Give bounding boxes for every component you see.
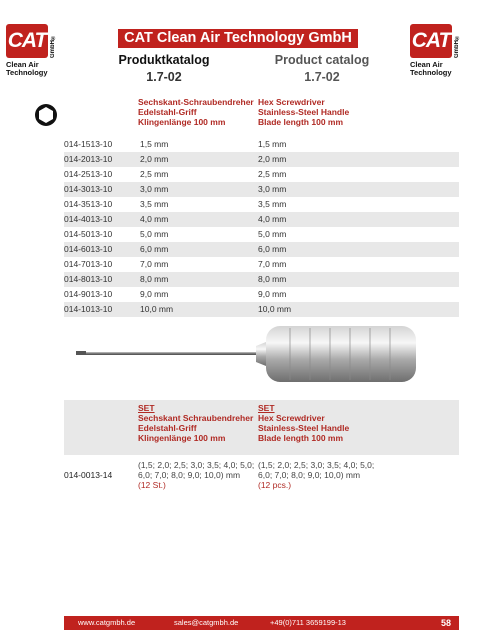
- table-row: 014-9013-10 9,0 mm 9,0 mm: [64, 289, 287, 299]
- company-banner: CAT Clean Air Technology GmbH: [118, 29, 358, 48]
- cat-logo-mark: CAT: [410, 24, 452, 58]
- cat-logo-mark: CAT: [6, 24, 48, 58]
- catalog-title-en: Product catalog: [274, 53, 370, 67]
- logo-gmbh: GmbH®: [50, 34, 56, 58]
- screwdriver-image: [68, 318, 423, 390]
- product-table: [64, 137, 459, 317]
- table-row: 014-3513-10 3,5 mm 3,5 mm: [64, 199, 287, 209]
- page-footer: [64, 616, 459, 630]
- company-logo-right: [410, 24, 470, 77]
- table-row: 014-7013-10 7,0 mm 7,0 mm: [64, 259, 287, 269]
- table-row: 014-1513-10 1,5 mm 1,5 mm: [64, 139, 287, 149]
- hex-socket-icon: [34, 103, 58, 127]
- set-sizes-en: (1,5; 2,0; 2,5; 3,0; 3,5; 4,0; 5,0; 6,0; 7,0; 8,0; 9,0; 10,0) mm (12 pcs.): [258, 460, 375, 490]
- phone-number: +49(0)711 3659199-13: [270, 618, 346, 627]
- logo-subtitle: Clean Air Technology: [410, 60, 452, 77]
- website-link[interactable]: www.catgmbh.de: [78, 618, 136, 627]
- logo-gmbh: GmbH®: [454, 34, 460, 58]
- table-row: 014-8013-10 8,0 mm 8,0 mm: [64, 272, 459, 287]
- page-number: 58: [440, 618, 451, 628]
- catalog-title-de: Produktkatalog: [118, 53, 210, 67]
- set-code: 014-0013-14: [64, 470, 113, 480]
- product-description-en: Hex Screwdriver Stainless-Steel Handle Blade length 100 mm: [258, 97, 350, 127]
- table-row: 014-4013-10 4,0 mm 4,0 mm: [64, 212, 459, 227]
- set-description-de: SET Sechskant Schraubendreher Edelstahl-Griff Klingenlänge 100 mm: [138, 403, 254, 443]
- set-description-en: SET Hex Screwdriver Stainless-Steel Handle Blade length 100 mm: [258, 403, 350, 443]
- table-row: 014-1013-10 10,0 mm 10,0 mm: [64, 302, 459, 317]
- catalog-code-en: 1.7-02: [304, 70, 340, 84]
- product-description-de: Sechskant-Schraubendreher Edelstahl-Griff Klingenlänge 100 mm: [138, 97, 254, 127]
- table-row: 014-3013-10 3,0 mm 3,0 mm: [64, 182, 459, 197]
- company-logo-left: [6, 24, 66, 77]
- table-row: 014-2513-10 2,5 mm 2,5 mm: [64, 169, 287, 179]
- set-sizes-de: (1,5; 2,0; 2,5; 3,0; 3,5; 4,0; 5,0; 6,0; 7,0; 8,0; 9,0; 10,0) mm (12 St.): [138, 460, 255, 490]
- table-row: 014-6013-10 6,0 mm 6,0 mm: [64, 242, 459, 257]
- logo-subtitle: Clean Air Technology: [6, 60, 48, 77]
- table-row: 014-2013-10 2,0 mm 2,0 mm: [64, 152, 459, 167]
- email-link[interactable]: sales@catgmbh.de: [174, 618, 239, 627]
- table-row: 014-5013-10 5,0 mm 5,0 mm: [64, 229, 287, 239]
- catalog-code-de: 1.7-02: [146, 70, 182, 84]
